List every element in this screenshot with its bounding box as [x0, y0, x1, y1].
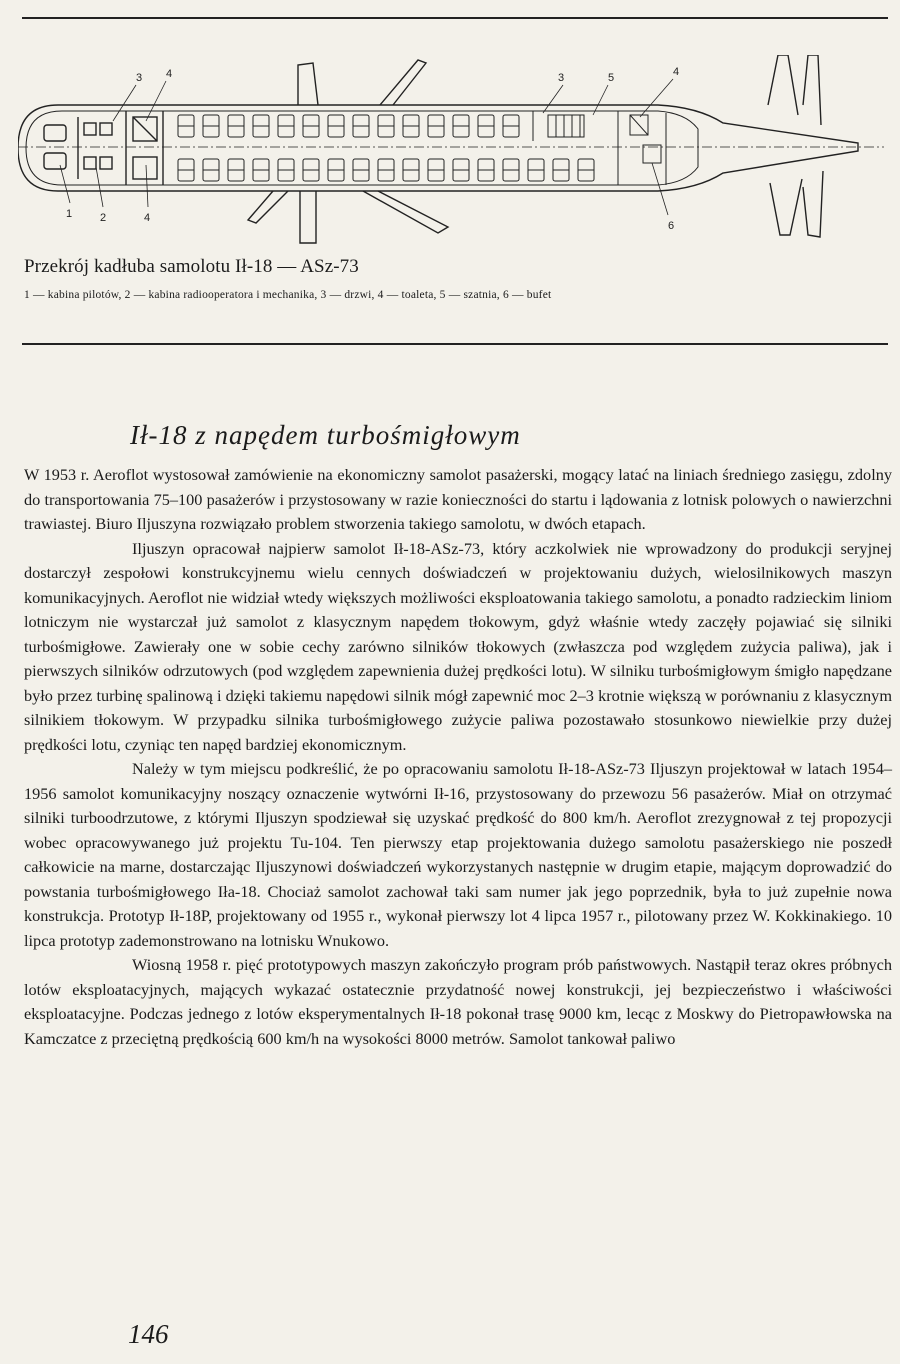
callout-label: 1	[66, 208, 73, 220]
callout-label: 3	[136, 72, 143, 84]
section-rule	[22, 343, 888, 345]
body-paragraph: Wiosną 1958 r. pięć prototypowych maszyn zakończyło program prób państwowych. Nastąpił teraz okres próbnych lotów eksploatacyjnych, mających wykazać ostatecznie przydatność nowej konstrukcji, jej bezpieczeństwo i właściwości eksploatacyjne. Podczas jednego z lotów eksperymentalnych Ił-18 pokonał trasę 9000 km, lecąc z Moskwy do Pietropawłowska na Kamczatce z przeciętną prędkością 600 km/h na wysokości 8000 metrów. Samolot tankował paliwo	[24, 955, 892, 1048]
article-body	[24, 463, 892, 1051]
page-number: 146	[128, 1319, 169, 1349]
callout-label: 5	[608, 72, 615, 84]
callout-label: 4	[144, 212, 151, 224]
body-paragraph: W 1953 r. Aeroflot wystosował zamówienie na ekonomiczny samolot pasażerski, mogący latać na liniach średniego zasięgu, zdolny do transportowania 75–100 pasażerów i przystosowany w razie konieczności do startu i lądowania z lotnisk polowych o nawierzchni trawiastej. Biuro Iljuszyna rozwiązało problem stworzenia takiego samolotu, w dwóch etapach.	[24, 465, 892, 533]
callout-label: 2	[100, 212, 107, 224]
figure-caption-legend: 1 — kabina pilotów, 2 — kabina radiooperatora i mechanika, 3 — drzwi, 4 — toaleta, 5 — szatnia, 6 — bufet	[24, 289, 552, 301]
callout-label: 4	[166, 68, 173, 80]
fuselage-cross-section-diagram	[18, 55, 884, 250]
callout-label: 6	[668, 220, 675, 232]
figure-caption-title: Przekrój kadłuba samolotu Ił-18 — ASz-73	[24, 256, 359, 277]
body-paragraph: Należy w tym miejscu podkreślić, że po opracowaniu samolotu Ił-18-ASz-73 Iljuszyn projektował w latach 1954–1956 samolot komunikacyjny noszący oznaczenie wytwórni Ił-16, przystosowany do przewozu 56 pasażerów. Miał on otrzymać silniki turboodrzutowe, z którymi Iljuszyn spodziewał się uzyskać prędkość do 800 km/h. Aeroflot zrezygnował z tej propozycji wobec opracowywanego już projektu Tu-104. Ten pierwszy etap projektowania dużego samolotu pasażerskiego nie poszedł całkowicie na marne, dostarczając Iljuszynowi doświadczeń wykorzystanych następnie w drugim etapie, mającym doprowadzić do powstania turbośmigłowego Iła-18. Chociaż samolot zachował taki sam numer jak jego poprzednik, była to już zupełnie nowa konstrukcja. Prototyp Ił-18P, projektowany od 1955 r., wykonał pierwszy lot 4 lipca 1957 r., pilotowany przez W. Kokkinakiego. 10 lipca prototyp zademonstrowano na lotnisku Wnukowo.	[24, 759, 892, 950]
callout-label: 3	[558, 72, 565, 84]
body-paragraph: Iljuszyn opracował najpierw samolot Ił-18-ASz-73, który aczkolwiek nie wprowadzony do produkcji seryjnej dostarczył zespołowi konstrukcyjnemu wielu cennych doświadczeń w projektowaniu dużych, wielosilnikowych maszyn komunikacyjnych. Aeroflot nie widział wtedy większych możliwości eksploatowania takiego samolotu, a ponadto radzieckim liniom lotniczym nie wystarczał już samolot z klasycznym napędem tłokowym, gdyż właśnie wtedy zaczęły pojawiać się silniki turbośmigłowe. Zawierały one w sobie cechy zarówno silników tłokowych (zwłaszcza pod względem zużycia paliwa), jak i pierwszych silników odrzutowych (pod względem zapewnienia dużej prędkości lotu). W silniku turbośmigłowym śmigło napędzane było przez turbinę spalinową i dzięki takiemu napędowi silnik mógł zapewnić moc 2–3 krotnie większą w porównaniu z klasycznym silnikiem tłokowym. W przypadku silnika turbośmigłowego zużycie paliwa pozostawało stosunkowo niewielkie przy dużej prędkości lotu, czyniąc ten napęd bardziej ekonomicznym.	[24, 538, 892, 754]
callout-label: 4	[673, 66, 680, 78]
top-rule	[22, 17, 888, 19]
article-title: Ił-18 z napędem turbośmigłowym	[130, 420, 521, 450]
